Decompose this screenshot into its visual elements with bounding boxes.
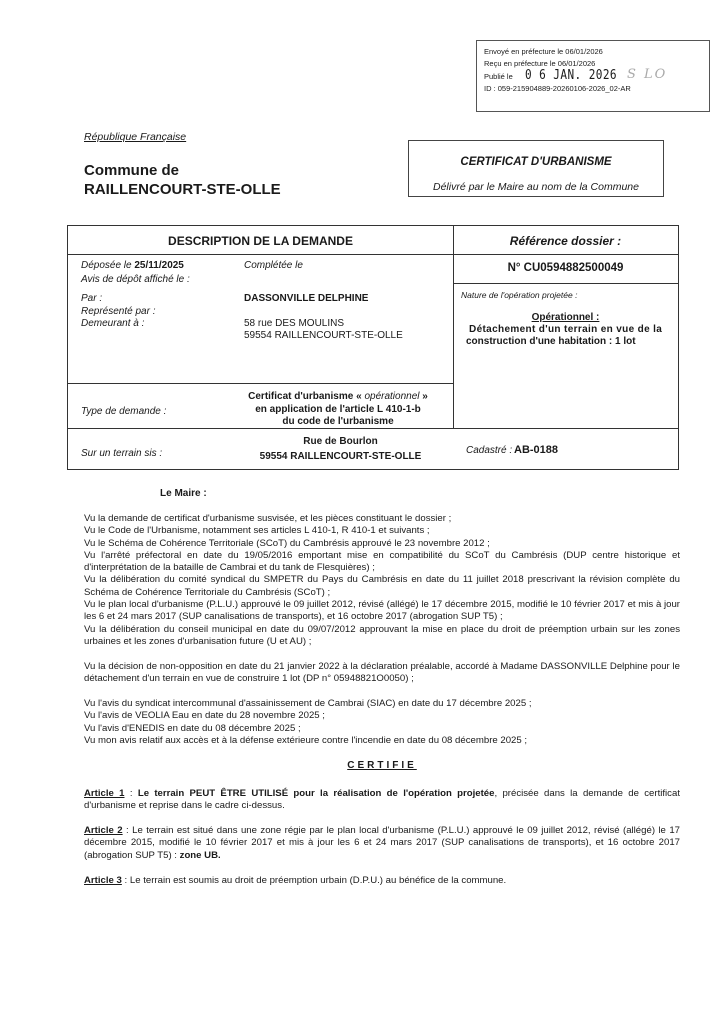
terrain-label: Sur un terrain sis :	[81, 448, 163, 459]
represente-label: Représenté par :	[81, 306, 156, 317]
prefecture-stamp	[476, 40, 710, 112]
commune-line2: RAILLENCOURT-STE-OLLE	[84, 181, 281, 198]
deposee-row	[81, 260, 184, 271]
vu-item: Vu l'arrêté préfectoral en date du 19/05/2016 emportant mise en compatibilité du SCoT du Cambrésis (DUP centre historique et d'interprétation de la bataille de Cambrai et du tank de Flesquières) ;	[84, 549, 680, 574]
article-3: Article 3 : Le terrain est soumis au droit de préemption urbain (D.P.U.) au bénéfice de la commune.	[84, 875, 507, 886]
divider-header	[68, 254, 678, 255]
avis-label: Avis de dépôt affiché le :	[81, 274, 190, 285]
stamp-recu: Reçu en préfecture le 06/01/2026	[484, 59, 596, 68]
deposee-label: Déposée le	[81, 260, 132, 271]
article-2-label: Article 2	[84, 825, 123, 836]
vu-item: Vu la demande de certificat d'urbanisme susvisée, et les pièces constituant le dossier ;	[84, 513, 452, 524]
handwritten-initials: S LO	[627, 67, 668, 82]
adresse-line2: 59554 RAILLENCOURT-STE-OLLE	[244, 330, 403, 341]
cadastre-label: Cadastré :	[466, 445, 513, 456]
vu-item: Vu la délibération du conseil municipal en date du 09/07/2012 approuvant la mise en place du droit de préemption urbain sur les zones urbaines et les zones d'urbanisation future (U et AU) ;	[84, 623, 680, 647]
type-value	[228, 391, 448, 429]
vu-item: Vu l'avis du syndicat intercommunal d'assainissement de Cambrai (SIAC) en date du 17 décembre 2025 ;	[84, 698, 532, 709]
vu-item: Vu la délibération du comité syndical du SMPETR du Pays du Cambrésis en date du 11 juillet 2018 prescrivant la révision complète du Schéma de Cohérence Territoriale du Cambrésis (SCoT) ;	[84, 574, 680, 598]
terrain-line1: Rue de Bourlon	[303, 436, 378, 447]
nature-line1: Détachement d'un terrain en vue de la	[469, 324, 663, 335]
stamp-publie-date: 0 6 JAN. 2026	[524, 68, 617, 83]
stamp-id: ID : 059-215904889-20260106-2026_02-AR	[484, 84, 631, 93]
vu-item: Vu l'avis d'ENEDIS en date du 08 décembre 2025 ;	[84, 722, 301, 734]
republique-label: République Française	[84, 131, 187, 143]
maire-title: Le Maire :	[160, 488, 207, 499]
deposee-date: 25/11/2025	[134, 260, 184, 271]
divider-numero	[453, 283, 678, 284]
vu-item: Vu le Code de l'Urbanisme, notamment ses articles L 410-1, R 410-1 et suivants ;	[84, 525, 430, 537]
commune-name	[84, 161, 281, 199]
type-line2: en application de l'article L 410-1-b	[255, 403, 421, 415]
certificat-subtitle: Délivré par le Maire au nom de la Commune	[432, 181, 639, 193]
completee-label: Complétée le	[244, 260, 303, 271]
article-1-label: Article 1	[84, 788, 125, 799]
demande-table	[67, 225, 679, 470]
article-2-text: Le terrain est situé dans une zone régie par le plan local d'urbanisme (P.L.U.) approuvé le 09 juillet 2012, révisé (allégé) le 17 décembre 2015, modifié le 10 février 2017 et mis à jour les 6 et 24 mars 2017 (SUP canalisations de transports), et 16 octobre 2017 (abrogation SUP T5) :	[84, 825, 680, 861]
article-2: Article 2 : Le terrain est situé dans une zone régie par le plan local d'urbanisme (P.L.U.) approuvé le 09 juillet 2012, révisé (allégé) le 17 décembre 2015, modifié le 10 février 2017 et mis à jour les 6 et 24 mars 2017 (SUP canalisations de transports), et 16 octobre 2017 (abrogation SUP T5) : zone UB.	[84, 825, 680, 861]
vu-item: Vu mon avis relatif aux accès et à la défense extérieure contre l'incendie en date du 08 décembre 2025 ;	[84, 734, 528, 746]
adresse-line1: 58 rue DES MOULINS	[244, 318, 345, 329]
terrain-value	[228, 434, 453, 464]
vus-group-2	[84, 661, 680, 686]
nature-label: Nature de l'opération projetée :	[461, 290, 578, 300]
divider-type	[68, 383, 453, 384]
article-1: Article 1 : Le terrain PEUT ÊTRE UTILISÉ pour la réalisation de l'opération projetée, précisée dans la demande de certificat d'urbanisme et reprise dans le cadre ci-dessus.	[84, 788, 680, 812]
vu-item: Vu la décision de non-opposition en date du 21 janvier 2022 à la déclaration préalable, accordé à Madame DASSONVILLE Delphine pour le détachement d'un terrain en vue de construire 1 lot (DP n° 05948821O0050) ;	[84, 661, 680, 685]
stamp-envoye: Envoyé en préfecture le 06/01/2026	[484, 47, 603, 56]
certificat-title: CERTIFICAT D'URBANISME	[460, 156, 612, 168]
par-value: DASSONVILLE DELPHINE	[244, 293, 369, 304]
type-label: Type de demande :	[81, 406, 167, 417]
par-label: Par :	[81, 293, 103, 304]
vu-item: Vu le Schéma de Cohérence Territoriale (SCoT) du Cambrésis approuvé le 23 novembre 2012 ;	[84, 537, 490, 549]
stamp-publie	[484, 67, 709, 83]
certificat-title-box	[408, 140, 664, 197]
nature-line2: construction d'une habitation : 1 lot	[466, 336, 636, 347]
demeurant-label: Demeurant à :	[81, 318, 145, 329]
nature-type: Opérationnel :	[531, 312, 600, 323]
reference-title: Référence dossier :	[509, 234, 622, 248]
article-3-text: Le terrain est soumis au droit de préemption urbain (D.P.U.) au bénéfice de la commune.	[129, 875, 507, 886]
divider-vertical	[453, 226, 454, 428]
vus-group-3	[84, 698, 680, 747]
reference-numero: N° CU0594882500049	[507, 262, 624, 274]
demande-title: DESCRIPTION DE LA DEMANDE	[168, 234, 353, 248]
article-3-label: Article 3	[84, 875, 122, 886]
vu-item: Vu le plan local d'urbanisme (P.L.U.) approuvé le 09 juillet 2012, révisé (allégé) le 17 décembre 2015, modifié le 10 février 2017 et mis à jour les 6 et 24 mars 2017 (SUP canalisations de transports), et 16 octobre 2017 (abrogation SUP T5) ;	[84, 599, 680, 623]
vu-item: Vu l'avis de VEOLIA Eau en date du 28 novembre 2025 ;	[84, 710, 325, 722]
terrain-line2: 59554 RAILLENCOURT-STE-OLLE	[259, 451, 422, 462]
article-1-text: , précisée dans la demande de certificat d'urbanisme et reprise dans le cadre ci-dessus.	[84, 788, 680, 812]
article-1-bold: Le terrain PEUT ÊTRE UTILISÉ pour la réalisation de l'opération projetée	[137, 788, 495, 799]
article-2-zone: zone UB.	[179, 849, 221, 861]
certifie-title: CERTIFIE	[347, 760, 417, 771]
cadastre-value: AB-0188	[514, 444, 559, 456]
vus-group-1	[84, 513, 680, 648]
commune-line1: Commune de	[84, 162, 180, 179]
type-line1: Certificat d'urbanisme « opérationnel »	[248, 391, 428, 402]
stamp-publie-label: Publié le	[484, 72, 513, 81]
type-line3: du code de l'urbanisme	[282, 416, 394, 427]
